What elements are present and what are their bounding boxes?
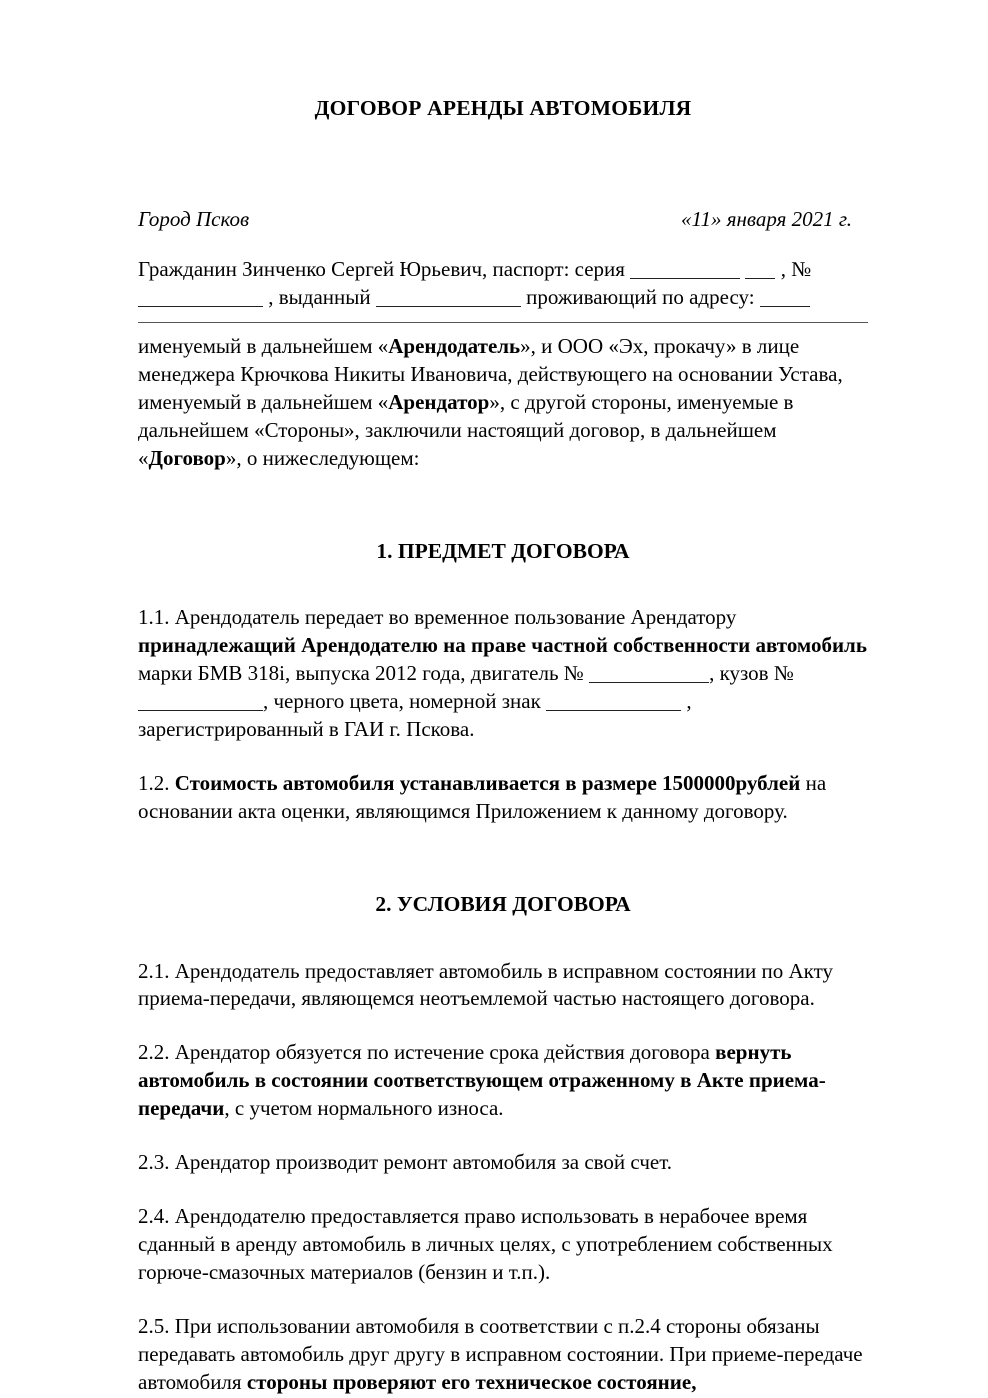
section-heading-1: 1. ПРЕДМЕТ ДОГОВОРА bbox=[376, 538, 630, 563]
clause-1-1-bold-1: принадлежащий Арендодателю на праве частной собственности автомобиль bbox=[138, 633, 867, 658]
clause-1-2-bold-1: Стоимость автомобиля устанавливается в размере 1500000рублей bbox=[174, 770, 801, 795]
clause-1-2-number: 1.2. bbox=[138, 770, 170, 795]
clause-2-4 bbox=[138, 1203, 868, 1287]
address-blank[interactable] bbox=[760, 306, 810, 307]
preamble-text-2: », и ООО «Эх, прокачу» в лице менеджера Крючкова Никиты Ивановича, действующего на основании Устава, именуемый в дальнейшем « bbox=[138, 333, 843, 414]
clause-2-2-bold-1: вернуть автомобиль в состоянии соответствующем отраженному в Акте приема-передачи bbox=[138, 1040, 826, 1121]
party-landlord-label: Арендодатель bbox=[388, 333, 521, 358]
passport-series-blank[interactable] bbox=[630, 278, 740, 279]
document-title: ДОГОВОР АРЕНДЫ АВТОМОБИЛЯ bbox=[314, 96, 692, 120]
spacer-before-section-2 bbox=[138, 826, 868, 866]
spacer-2-1-2-2 bbox=[138, 1013, 868, 1039]
spacer-2-3-2-4 bbox=[138, 1177, 868, 1203]
preamble-text-4: », о нижеследующем: bbox=[225, 445, 420, 470]
clause-2-5 bbox=[138, 1313, 868, 1397]
clause-1-1-number: 1.1. bbox=[138, 605, 170, 630]
address-full-rule[interactable] bbox=[138, 322, 868, 323]
date-label: «11» января 2021 г. bbox=[681, 206, 852, 231]
city-date-row bbox=[138, 206, 868, 232]
clause-2-1 bbox=[138, 958, 868, 1014]
clause-1-1-text-5: , зарегистрированный в ГАИ г. Пскова. bbox=[138, 689, 692, 741]
passport-text-3: , выданный bbox=[268, 284, 371, 309]
document-content bbox=[138, 0, 868, 1397]
passport-series-blank-2[interactable] bbox=[745, 278, 775, 279]
clause-2-3-number: 2.3. bbox=[138, 1150, 170, 1175]
clause-2-1-text-1: Арендодатель предоставляет автомобиль в исправном состоянии по Акту приема-передачи, являющемся неотъемлемой частью настоящего договора. bbox=[138, 958, 833, 1011]
spacer-before-section-1 bbox=[138, 473, 868, 513]
spacer-2-2-2-3 bbox=[138, 1123, 868, 1149]
clause-2-2-number: 2.2. bbox=[138, 1040, 170, 1065]
passport-text-1: Гражданин Зинченко Сергей Юрьевич, паспорт: серия bbox=[138, 257, 625, 282]
city-label: Город Псков bbox=[138, 206, 250, 231]
preamble-paragraph bbox=[138, 333, 868, 473]
clause-2-4-text-1: Арендодателю предоставляется право использовать в нерабочее время сданный в аренду автомобиль в личных целях, с употреблением собственных горюче-смазочных материалов (бензин и т.п.). bbox=[138, 1204, 833, 1284]
body-number-blank[interactable] bbox=[138, 710, 263, 711]
clause-1-1-text-4: , черного цвета, номерной знак bbox=[263, 689, 547, 714]
clause-2-5-bold-1: стороны проверяют его техническое состояние, bbox=[246, 1369, 697, 1394]
spacer-before-section-1b bbox=[138, 513, 868, 539]
clause-2-5-text-1: При использовании автомобиля в соответствии с п.2.4 стороны обязаны передавать автомобиль друг другу в исправном состоянии. При приеме-передаче автомобиля bbox=[138, 1313, 863, 1394]
clause-2-2 bbox=[138, 1039, 868, 1123]
clause-1-2-text-2: на основании акта оценки, являющимся Приложением к данному договору. bbox=[138, 770, 827, 823]
clause-2-2-text-1: Арендатор обязуется по истечение срока действия договора bbox=[169, 1040, 716, 1065]
preamble-block bbox=[138, 256, 868, 472]
preamble-text-3: », с другой стороны, именуемые в дальнейшем «Стороны», заключили настоящий договор, в дальнейшем « bbox=[138, 389, 794, 470]
passport-line bbox=[138, 256, 868, 312]
section-heading-2: 2. УСЛОВИЯ ДОГОВОРА bbox=[375, 891, 631, 916]
passport-issuer-blank[interactable] bbox=[376, 306, 521, 307]
spacer-clause-1-1-1-2 bbox=[138, 744, 868, 770]
passport-text-2: , № bbox=[780, 257, 812, 282]
spacer-after-section-2-heading bbox=[138, 918, 868, 958]
clause-2-2-text-2: , с учетом нормального износа. bbox=[224, 1096, 504, 1121]
clause-2-3 bbox=[138, 1149, 868, 1177]
party-tenant-label: Арендатор bbox=[388, 389, 490, 414]
clause-1-1-text-3: , кузов № bbox=[709, 661, 794, 686]
plate-number-blank[interactable] bbox=[546, 710, 681, 711]
spacer-after-section-1-heading bbox=[138, 564, 868, 604]
clause-1-1-text-1: Арендодатель передает во временное пользование Арендатору bbox=[169, 605, 737, 630]
clause-1-1 bbox=[138, 604, 868, 744]
engine-number-blank[interactable] bbox=[589, 682, 709, 683]
spacer-2-4-2-5 bbox=[138, 1287, 868, 1313]
clause-2-3-text-1: Арендатор производит ремонт автомобиля за свой счет. bbox=[169, 1150, 673, 1175]
party-contract-label: Договор bbox=[148, 445, 226, 470]
clause-1-1-text-2: марки БМВ 318i, выпуска 2012 года, двигатель № bbox=[138, 661, 590, 686]
clause-2-1-number: 2.1. bbox=[138, 958, 170, 983]
passport-text-4: проживающий по адресу: bbox=[526, 284, 755, 309]
clause-1-2 bbox=[138, 770, 868, 826]
clause-2-5-number: 2.5. bbox=[138, 1313, 170, 1338]
passport-number-blank[interactable] bbox=[138, 306, 263, 307]
clause-2-4-number: 2.4. bbox=[138, 1204, 170, 1229]
preamble-text-1: именуемый в дальнейшем « bbox=[138, 333, 389, 358]
spacer-before-section-2b bbox=[138, 866, 868, 892]
